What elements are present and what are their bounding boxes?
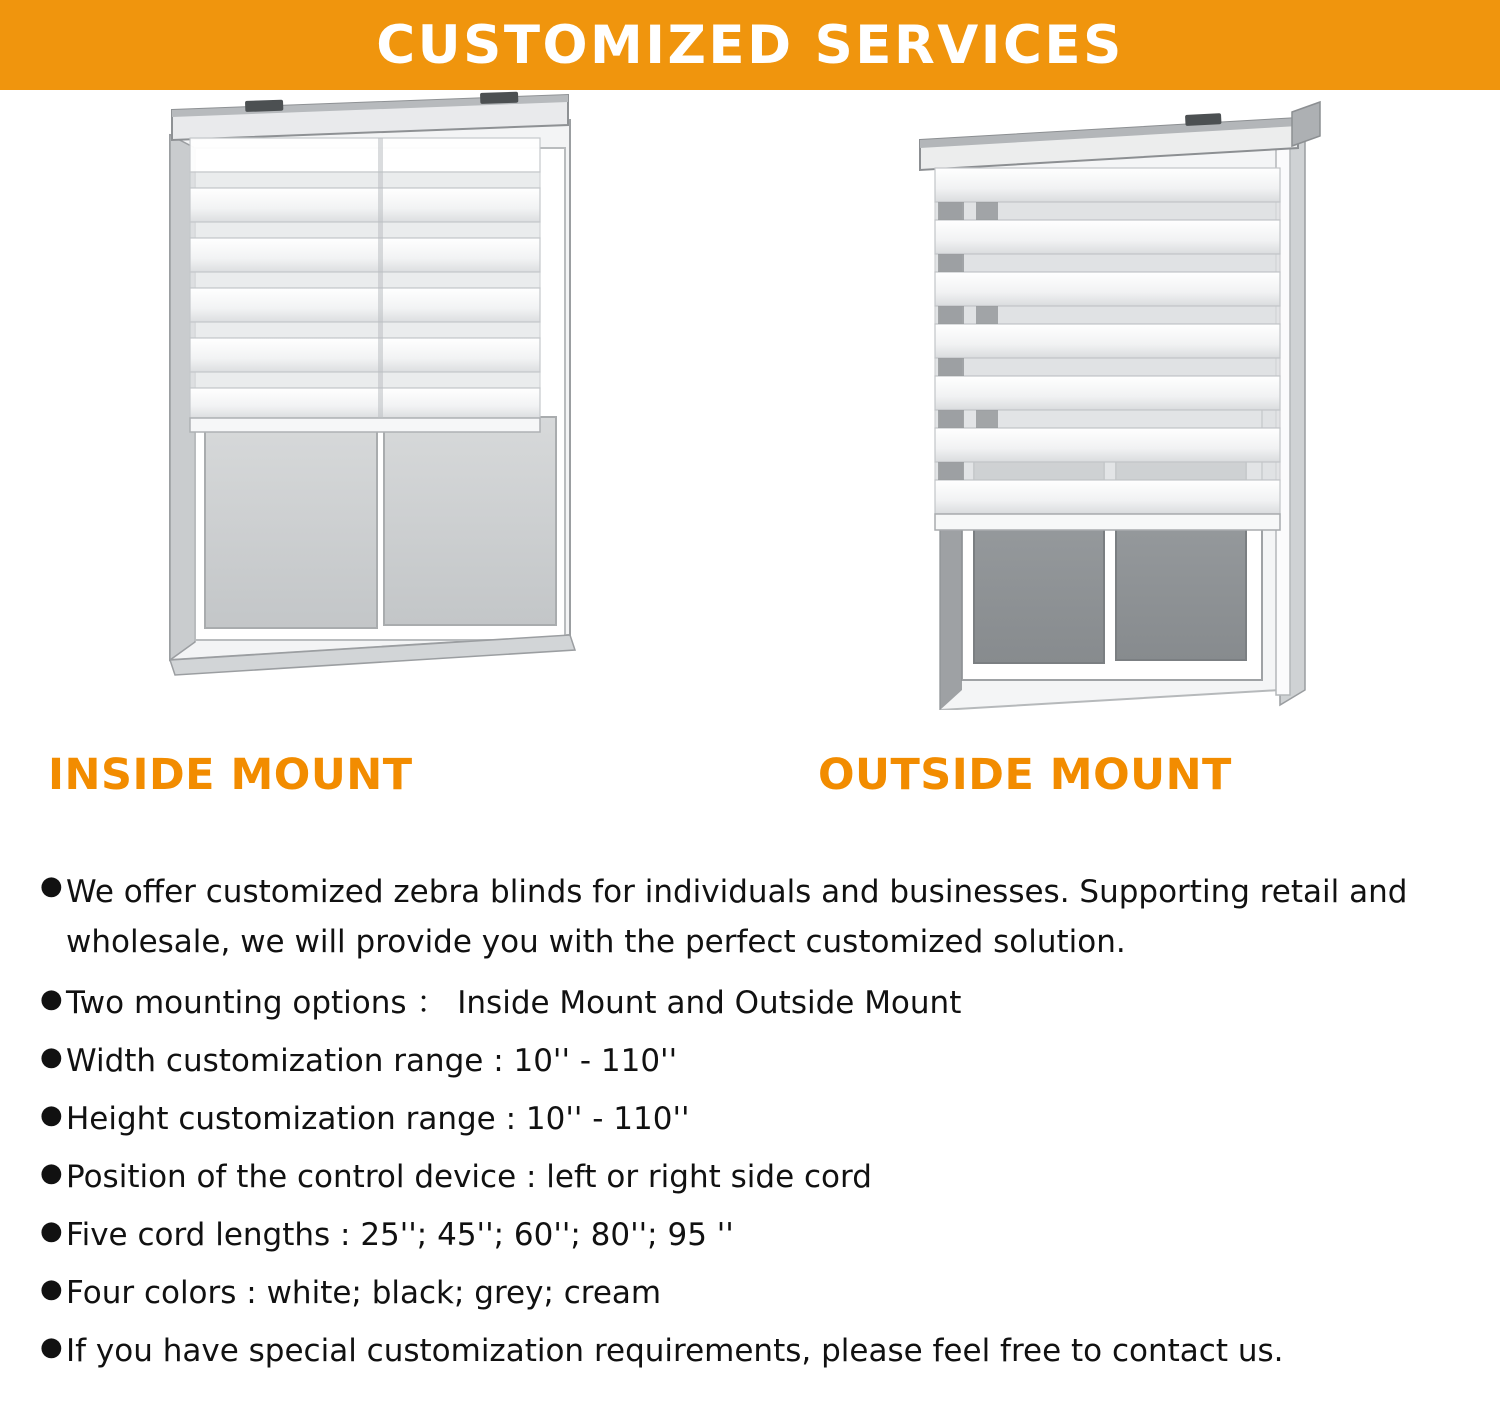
bullet-marker-icon: ● (40, 1100, 63, 1131)
illustration-area (0, 90, 1500, 750)
inside-mount-illustration (150, 90, 620, 690)
list-item (40, 1329, 1460, 1373)
page-title: CUSTOMIZED SERVICES (376, 14, 1124, 76)
list-item (40, 981, 1460, 1025)
bullet-marker-icon: ● (40, 984, 63, 1015)
bullet-marker-icon: ● (40, 871, 63, 901)
list-item-text: If you have special customization requirements, please feel free to contact us. (66, 1333, 1284, 1370)
list-item (40, 1097, 1460, 1141)
bullet-marker-icon: ● (40, 1158, 63, 1189)
list-item (40, 1039, 1460, 1083)
list-item-text: Five cord lengths : 25''; 45''; 60''; 80''; 95 '' (66, 1217, 734, 1254)
list-item (40, 1155, 1460, 1199)
mount-labels (0, 750, 1500, 840)
list-item-text: Width customization range : 10'' - 110'' (66, 1043, 678, 1080)
bullet-marker-icon: ● (40, 1274, 63, 1305)
list-item-text: Two mounting options ： Inside Mount and Outside Mount (66, 985, 962, 1022)
feature-list (0, 840, 1500, 1373)
list-item (40, 868, 1460, 967)
list-item-text: Position of the control device : left or right side cord (66, 1159, 872, 1196)
list-item-text: Height customization range : 10'' - 110'' (66, 1101, 690, 1138)
list-item-text: Four colors : white; black; grey; cream (66, 1275, 662, 1312)
bullet-marker-icon: ● (40, 1216, 63, 1247)
list-item-text: We offer customized zebra blinds for individuals and businesses. Supporting retail and wholesale, we will provide you with the perfect customized solution. (66, 874, 1408, 960)
header-banner (0, 0, 1500, 90)
list-item (40, 1213, 1460, 1257)
bullet-marker-icon: ● (40, 1332, 63, 1363)
label-outside-mount: OUTSIDE MOUNT (818, 750, 1232, 800)
list-item (40, 1271, 1460, 1315)
outside-mount-illustration (880, 90, 1350, 710)
label-inside-mount: INSIDE MOUNT (48, 750, 413, 800)
bullet-marker-icon: ● (40, 1042, 63, 1073)
